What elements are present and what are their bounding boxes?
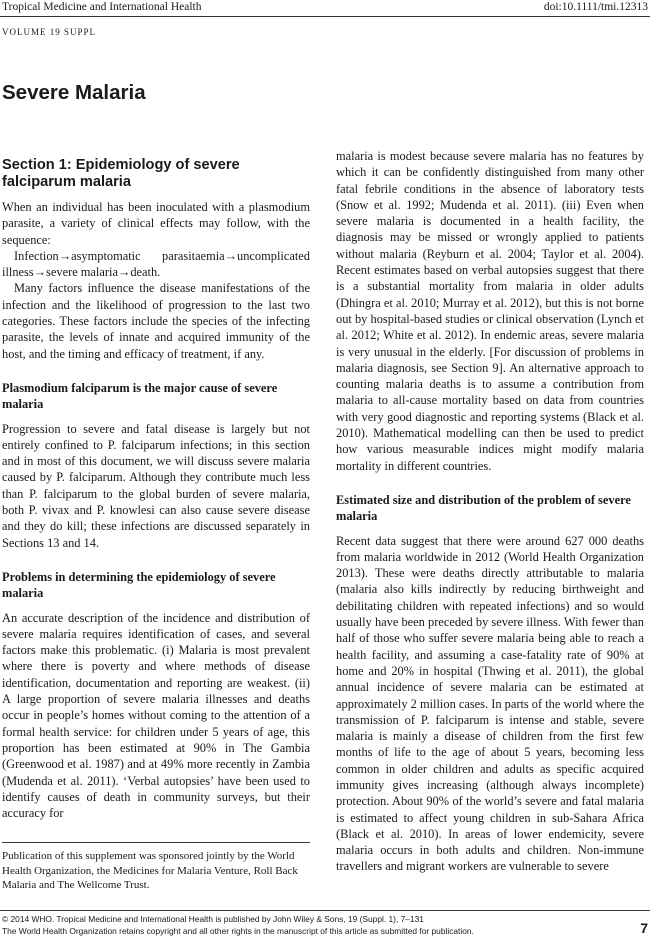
page-title: Severe Malaria (2, 81, 146, 104)
paragraph-falciparum: Progression to severe and fatal disease is largely but not entirely confined to P. falciparum infections; in this section and in most of this document, we will discuss severe malaria caused by P. falciparum. Although they contribute much less than P. falciparum to the global burden of severe malaria, both P. vivax and P. knowlesi can also cause severe disease and they do kill; these infections are discussed separately in Sections 13 and 14. (2, 421, 310, 550)
subheading-problems: Problems in determining the epidemiology of severe malaria (2, 569, 276, 601)
intro-paragraph-2: Infection→asymptomatic parasitaemia→uncomplicated illness→severe malaria→death. (2, 248, 310, 280)
subheading-falciparum: Plasmodium falciparum is the major cause of severe malaria (2, 380, 278, 412)
running-header-doi[interactable]: doi:10.1111/tmi.12313 (543, 1, 648, 13)
right-column (336, 148, 644, 875)
running-header-journal: Tropical Medicine and International Health (2, 1, 202, 13)
volume-label: VOLUME 19 SUPPL (2, 27, 97, 37)
rights-line: The World Health Organization retains copyright and all other rights in the manuscript of this article as submitted for publication. (2, 926, 474, 936)
intro-paragraph-1: When an individual has been inoculated with a plasmodium parasite, a variety of clinical effects may follow, with the sequence: (2, 200, 310, 247)
paragraph-problems: An accurate description of the incidence and distribution of severe malaria requires identification of cases, and several factors make this problematic. (i) Malaria is most prevalent where there is poverty and where methods of disease identification, documentation and reporting are weakest. (ii) A large proportion of severe malaria illnesses and deaths occur in people’s homes without coming to the attention of a formal health service: for children under 5 years of age, this proportion has been estimated at 90% in The Gambia (Greenwood et al. 1987) and at 49% more recently in Zambia (Mudenda et al. 2011). ‘Verbal autopsies’ have been used to identify causes of death in community surveys, but their accuracy for (2, 610, 310, 821)
section-heading: Section 1: Epidemiology of severe falciparum malaria (2, 157, 240, 190)
subheading-estimated-size: Estimated size and distribution of the problem of severe malaria (336, 492, 631, 524)
intro-paragraph-3: Many factors influence the disease manifestations of the infection and the likelihood of progression to the last two categories. These factors include the species of the infecting parasite, the levels of innate and acquired immunity of the host, and the timing and efficacy of treatment, if any. (2, 281, 310, 361)
paragraph-estimated-size: Recent data suggest that there were around 627 000 deaths from malaria worldwide in 2012 (World Health Organization 2013). These were deaths directly attributable to malaria (malaria also kills indirectly by reducing birthweight and debilitating children with repeated infections) and so would usually have been preceded by severe illness. With fewer than half of those who suffer severe malaria being able to reach a health facility, and assuming a case-fatality rate of 90% at home and 20% in hospital (Thwing et al. 2011), the global annual incidence of severe malaria can be estimated at approximately 2 million cases. In parts of the world where the transmission of P. falciparum is intense and stable, severe malaria is mainly a disease of children from the first few months of life to the age of about 5 years, becoming less common in older children and adults as specific acquired immunity gives increasing (although always incomplete) protection. About 90% of the world’s severe and fatal malaria is estimated to affect young children in sub-Sahara Africa (Black et al. 2010). In areas of lower endemicity, severe malaria occurs in both adults and children. Non-immune travellers and migrant workers are vulnerable to severe (336, 533, 644, 874)
page-number: 7 (640, 920, 648, 936)
left-column (2, 151, 310, 821)
sponsorship-footnote: Publication of this supplement was sponsored jointly by the World Health Organization, the Medicines for Malaria Venture, Roll Back Malaria and The Wellcome Trust. (2, 842, 310, 893)
paragraph-problems-continued: malaria is modest because severe malaria has no features by which it can be confidently distinguished from many other fatal febrile conditions in the absence of laboratory tests (Snow et al. 1992; Mudenda et al. 2011). (iii) Even when severe malaria is documented in a health facility, the diagnosis may be missed or wrongly applied to patients without malaria (Reyburn et al. 2004; Taylor et al. 2004). Recent estimates based on verbal autopsies suggest that there is a substantial mortality from malaria in older adults (Dhingra et al. 2010; Murray et al. 2012), but this is not borne out by hospital-based studies or clinical observation (Lynch et al. 2012; White et al. 2012). In endemic areas, severe malaria is very unusual in the elderly. [For discussion of problems in malaria diagnosis, see Section 9]. An alternative approach to counting malaria deaths is to assume a contribution from malaria to all-cause mortality based on data from countries with very good diagnostic and reporting systems (Black et al. 2010). Mathematical modelling can then be used to predict how various measurable indices might modify malaria mortality in different countries. (336, 149, 644, 473)
footer-divider (0, 910, 650, 911)
header-divider (0, 16, 650, 17)
copyright-line: © 2014 WHO. Tropical Medicine and International Health is published by John Wiley & Sons, 19 (Suppl. 1), 7–131 (2, 914, 424, 924)
